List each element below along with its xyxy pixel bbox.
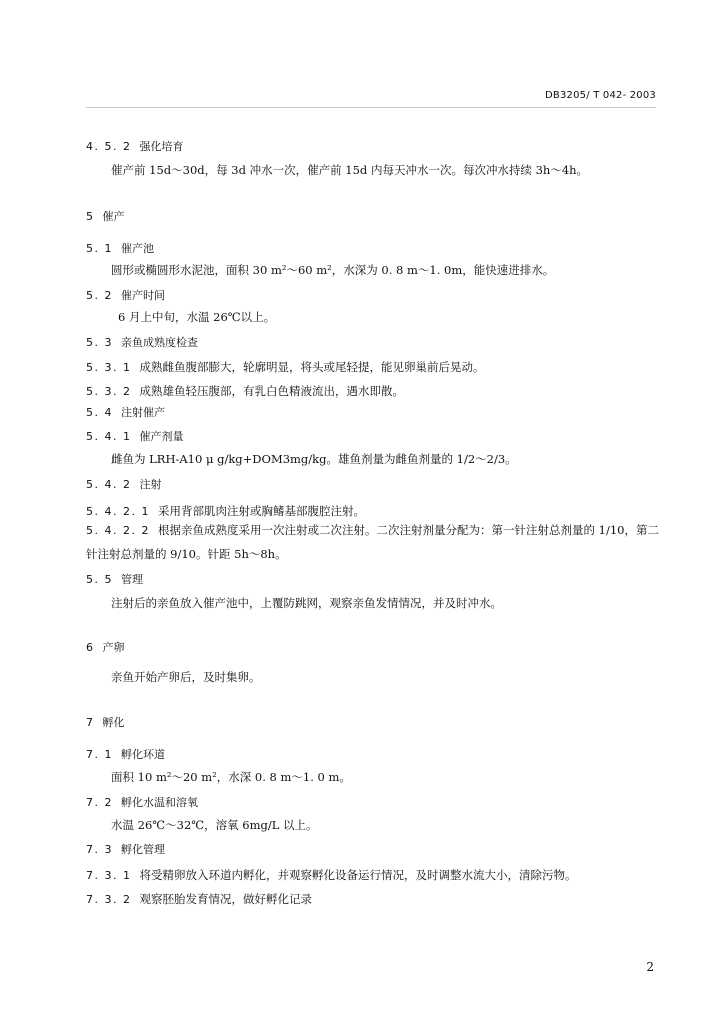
document-code: DB3205/ T 042- 2003 xyxy=(545,90,656,101)
section-number: 5. 4 xyxy=(86,406,113,419)
section-number: 5. 2 xyxy=(86,289,113,302)
item-number: 7. 3. 1 xyxy=(86,869,132,882)
item-5-4-2-1 xyxy=(86,500,365,519)
section-title: 注射催产 xyxy=(121,406,165,419)
section-title: 管理 xyxy=(121,573,143,586)
section-number: 5. 4. 2 xyxy=(86,478,132,491)
item-text: 成熟雌鱼腹部膨大，轮廓明显，将头或尾轻提，能见卵巢前后晃动。 xyxy=(139,360,485,374)
section-number: 6 xyxy=(86,641,95,654)
item-text: 将受精卵放入环道内孵化，并观察孵化设备运行情况，及时调整水流大小，清除污物。 xyxy=(139,868,577,882)
heading-7-2 xyxy=(86,794,198,810)
paragraph-7-1: 面积 10 m²～20 m²，水深 0. 8 m～1. 0 m。 xyxy=(111,770,351,784)
heading-4-5-2 xyxy=(86,138,183,154)
heading-5-4-1 xyxy=(86,428,183,444)
heading-7 xyxy=(86,714,125,730)
section-number: 5. 4. 1 xyxy=(86,430,132,443)
paragraph-4-5-2: 催产前 15d～30d，每 3d 冲水一次，催产前 15d 内每天冲水一次。每次冲水持续 3h～4h。 xyxy=(111,163,589,177)
item-text: 观察胚胎发育情况，做好孵化记录 xyxy=(139,892,312,906)
paragraph-5-4-1: 雌鱼为 LRH-A10 μ g/kg+DOM3mg/kg。雄鱼剂量为雌鱼剂量的 1/2～2/3。 xyxy=(111,452,517,466)
section-title: 催产时间 xyxy=(121,289,165,302)
item-number: 5. 4. 2. 2 xyxy=(86,524,150,537)
section-title: 注射 xyxy=(139,478,162,491)
section-number: 5. 1 xyxy=(86,242,113,255)
item-text: 成熟雄鱼轻压腹部，有乳白色精液流出，遇水即散。 xyxy=(139,384,404,398)
item-number: 5. 3. 2 xyxy=(86,385,132,398)
section-number: 5. 3 xyxy=(86,336,113,349)
item-number: 5. 4. 2. 1 xyxy=(86,505,150,518)
section-title: 催产 xyxy=(102,210,125,223)
item-text: 采用背部肌肉注射或胸鳍基部腹腔注射。 xyxy=(157,504,365,518)
item-number: 5. 3. 1 xyxy=(86,361,132,374)
section-title: 催产池 xyxy=(121,242,154,255)
section-number: 7. 2 xyxy=(86,796,113,809)
section-number: 7. 1 xyxy=(86,748,113,761)
paragraph-6: 亲鱼开始产卵后，及时集卵。 xyxy=(111,670,261,684)
heading-5-4-2 xyxy=(86,476,161,492)
heading-5-5 xyxy=(86,571,143,587)
section-title: 孵化水温和溶氧 xyxy=(121,796,198,809)
heading-6 xyxy=(86,639,125,655)
item-5-4-2-2 xyxy=(86,518,661,565)
section-number: 5 xyxy=(86,210,95,223)
heading-7-3 xyxy=(86,841,165,857)
heading-5 xyxy=(86,208,125,224)
paragraph-5-1: 圆形或椭圆形水泥池，面积 30 m²～60 m²，水深为 0. 8 m～1. 0m，能快速进排水。 xyxy=(111,263,555,277)
section-number: 5. 5 xyxy=(86,573,113,586)
item-7-3-1 xyxy=(86,864,576,883)
section-number: 7. 3 xyxy=(86,843,113,856)
heading-7-1 xyxy=(86,746,165,762)
section-title: 孵化 xyxy=(102,716,125,729)
section-title: 亲鱼成熟度检查 xyxy=(121,336,198,349)
item-5-3-2 xyxy=(86,380,404,399)
item-text: 根据亲鱼成熟度采用一次注射或二次注射。二次注射剂量分配为：第一针注射总剂量的 1/10，第二针注射总剂量的 9/10。针距 5h～8h。 xyxy=(86,523,659,561)
heading-5-1 xyxy=(86,240,154,256)
heading-5-4 xyxy=(86,404,165,420)
item-7-3-2 xyxy=(86,888,312,907)
header-divider xyxy=(86,107,656,108)
section-title: 孵化环道 xyxy=(121,748,165,761)
heading-5-2 xyxy=(86,287,165,303)
section-title: 强化培育 xyxy=(139,140,184,153)
item-5-3-1 xyxy=(86,356,484,375)
paragraph-7-2: 水温 26℃～32℃，溶氧 6mg/L 以上。 xyxy=(111,818,318,832)
heading-5-3 xyxy=(86,334,198,350)
paragraph-5-5: 注射后的亲鱼放入催产池中，上覆防跳网，观察亲鱼发情情况，并及时冲水。 xyxy=(111,596,502,610)
section-number: 4. 5. 2 xyxy=(86,140,132,153)
section-title: 孵化管理 xyxy=(121,843,165,856)
section-number: 7 xyxy=(86,716,95,729)
paragraph-5-2: 6 月上中旬，水温 26℃以上。 xyxy=(118,310,276,324)
section-title: 产卵 xyxy=(102,641,125,654)
page-number: 2 xyxy=(646,960,654,974)
item-number: 7. 3. 2 xyxy=(86,893,132,906)
section-title: 催产剂量 xyxy=(139,430,184,443)
